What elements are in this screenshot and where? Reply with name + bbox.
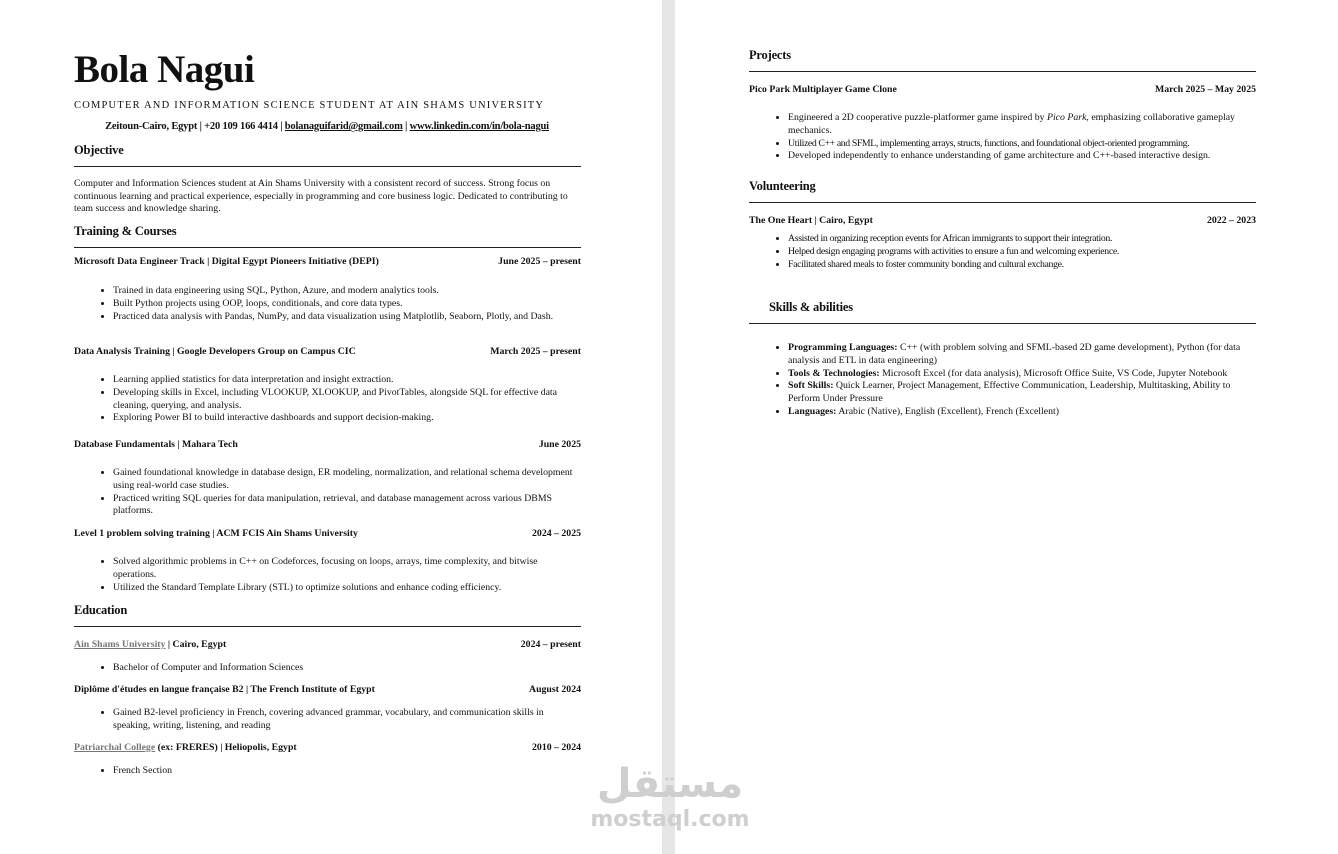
candidate-headline: COMPUTER AND INFORMATION SCIENCE STUDENT AT AIN SHAMS UNIVERSITY bbox=[74, 100, 545, 111]
volunteering-heading: Volunteering bbox=[749, 179, 816, 193]
entry-date: March 2025 – May 2025 bbox=[1154, 84, 1256, 95]
training-mahara-bullets bbox=[74, 467, 581, 518]
entry-title: Database Fundamentals | Mahara Tech bbox=[74, 439, 238, 450]
list-item: • Gained foundational knowledge in database design, ER modeling, normalization, and relational schema development using real-world case studies. bbox=[113, 467, 581, 493]
entry-date: 2024 – present bbox=[520, 639, 581, 650]
ain-shams-link[interactable]: Ain Shams University bbox=[74, 639, 166, 650]
entry-date: 2022 – 2023 bbox=[1207, 215, 1256, 226]
training-heading: Training & Courses bbox=[74, 224, 177, 238]
education-entry-patriarchal bbox=[74, 742, 581, 753]
education-ainshams-bullets bbox=[74, 662, 581, 675]
page-gutter bbox=[662, 0, 675, 854]
volunteering-bullets bbox=[749, 233, 1256, 271]
mostaql-watermark bbox=[585, 760, 755, 832]
list-item: • Trained in data engineering using SQL, Python, Azure, and modern analytics tools. bbox=[113, 285, 581, 298]
resume-page-right bbox=[675, 0, 1338, 854]
entry-title: Level 1 problem solving training | ACM FCIS Ain Shams University bbox=[74, 528, 358, 539]
education-entry-french-institute bbox=[74, 684, 581, 695]
training-entry-gdg bbox=[74, 346, 581, 357]
list-item: • Assisted in organizing reception events for African immigrants to support their integration. bbox=[788, 233, 1256, 246]
skill-item-tools: • Tools & Technologies: Microsoft Excel (for data analysis), Microsoft Office Suite, VS Code, Jupyter Notebook bbox=[788, 368, 1256, 381]
skill-item-languages: • Languages: Arabic (Native), English (Excellent), French (Excellent) bbox=[788, 406, 1256, 419]
entry-title: | Cairo, Egypt bbox=[165, 639, 227, 650]
education-heading: Education bbox=[74, 603, 128, 617]
list-item: • Practiced data analysis with Pandas, NumPy, and data visualization using Matplotlib, Seaborn, Plotly, and Dash. bbox=[113, 311, 581, 324]
training-rule bbox=[74, 247, 581, 248]
linkedin-link[interactable]: www.linkedin.com/in/bola-nagui bbox=[409, 121, 549, 132]
entry-title: (ex: FRERES) | Heliopolis, Egypt bbox=[155, 742, 297, 753]
entry-date: 2024 – 2025 bbox=[532, 528, 581, 539]
list-item: • Engineered a 2D cooperative puzzle-platformer game inspired by Pico Park, emphasizing collaborative gameplay mechanics. bbox=[788, 112, 1256, 138]
list-item: • Helped design engaging programs with activities to ensure a fun and welcoming experience. bbox=[788, 246, 1256, 259]
list-item: • Developing skills in Excel, including VLOOKUP, XLOOKUP, and PivotTables, alongside SQL for effective data cleaning, querying, and analysis. bbox=[113, 387, 581, 413]
skills-rule bbox=[749, 323, 1256, 324]
education-entry-ainshams bbox=[74, 639, 581, 650]
list-item: • Solved algorithmic problems in C++ on Codeforces, focusing on loops, arrays, time complexity, and bitwise operations. bbox=[113, 556, 581, 582]
projects-heading: Projects bbox=[749, 48, 791, 62]
list-item: • Developed independently to enhance understanding of game architecture and C++-based interactive design. bbox=[788, 150, 1256, 163]
education-rule bbox=[74, 626, 581, 627]
objective-rule bbox=[74, 166, 581, 167]
patriarchal-college-link[interactable]: Patriarchal College bbox=[74, 742, 156, 753]
entry-date: March 2025 – present bbox=[490, 346, 581, 357]
skills-list bbox=[749, 342, 1256, 419]
list-item: • Gained B2-level proficiency in French, covering advanced grammar, vocabulary, and communication skills in speaking, writing, listening, and reading bbox=[113, 707, 581, 733]
game-title-italic: Pico Park bbox=[1046, 112, 1087, 123]
email-link[interactable]: bolanaguifarid@gmail.com bbox=[284, 121, 403, 132]
entry-title: Microsoft Data Engineer Track | Digital Egypt Pioneers Initiative (DEPI) bbox=[74, 256, 379, 267]
entry-title: Data Analysis Training | Google Developers Group on Campus CIC bbox=[74, 346, 356, 357]
training-entry-acm bbox=[74, 528, 581, 539]
training-entry-depi bbox=[74, 256, 581, 267]
entry-date: June 2025 – present bbox=[498, 256, 581, 267]
list-item: • Practiced writing SQL queries for data manipulation, retrieval, and database management across various DBMS platforms. bbox=[113, 493, 581, 519]
entry-title: Diplôme d'études en langue française B2 | The French Institute of Egypt bbox=[74, 684, 375, 695]
skills-heading: Skills & abilities bbox=[769, 300, 853, 314]
objective-text: Computer and Information Sciences student at Ain Shams University with a consistent record of success. Strong focus on continuous learning and practical experience, especially in programming and core business logic. Dedicated to contributing to team success and knowledge sharing. bbox=[74, 178, 568, 214]
entry-title: The One Heart | Cairo, Egypt bbox=[749, 215, 873, 226]
project-entry-pico-park bbox=[749, 84, 1256, 95]
contact-location-phone: Zeitoun-Cairo, Egypt | +20 109 166 4414 | bbox=[105, 121, 285, 132]
resume-page-left bbox=[0, 0, 662, 854]
candidate-name: Bola Nagui bbox=[74, 48, 255, 91]
entry-date: August 2024 bbox=[529, 684, 581, 695]
list-item: • Utilized the Standard Template Library (STL) to optimize solutions and enhance coding efficiency. bbox=[113, 582, 581, 595]
objective-heading: Objective bbox=[74, 143, 124, 157]
training-entry-mahara bbox=[74, 439, 581, 450]
entry-date: 2010 – 2024 bbox=[532, 742, 581, 753]
list-item: • French Section bbox=[113, 765, 581, 778]
training-depi-bullets bbox=[74, 285, 581, 323]
projects-rule bbox=[749, 71, 1256, 72]
entry-title: Pico Park Multiplayer Game Clone bbox=[749, 84, 897, 95]
list-item: • Learning applied statistics for data interpretation and insight extraction. bbox=[113, 374, 581, 387]
list-item: • Exploring Power BI to build interactive dashboards and support decision-making. bbox=[113, 412, 581, 425]
education-patriarchal-bullets bbox=[74, 765, 581, 778]
education-french-bullets bbox=[74, 707, 581, 733]
training-acm-bullets bbox=[74, 556, 581, 594]
skill-item-soft-skills: • Soft Skills: Quick Learner, Project Management, Effective Communication, Leadership, Multitasking, Ability to Perform Under Pressure bbox=[788, 380, 1256, 406]
contact-separator: | bbox=[402, 121, 410, 132]
training-gdg-bullets bbox=[74, 374, 581, 425]
list-item: • Built Python projects using OOP, loops, conditionals, and core data types. bbox=[113, 298, 581, 311]
entry-date: June 2025 bbox=[538, 439, 581, 450]
list-item: • Utilized C++ and SFML, implementing arrays, structs, functions, and foundational object-oriented programming. bbox=[788, 138, 1256, 151]
volunteering-entry-one-heart bbox=[749, 215, 1256, 226]
list-item: • Bachelor of Computer and Information Sciences bbox=[113, 662, 581, 675]
project-bullets bbox=[749, 112, 1256, 163]
watermark-latin: mostaql.com bbox=[590, 807, 750, 832]
skill-item-programming: • Programming Languages: C++ (with problem solving and SFML-based 2D game development), Python (for data analysis and ETL in data engineering) bbox=[788, 342, 1256, 368]
watermark-arabic: مستقل bbox=[596, 761, 744, 807]
volunteering-rule bbox=[749, 202, 1256, 203]
contact-line bbox=[74, 121, 580, 132]
list-item: • Facilitated shared meals to foster community bonding and cultural exchange. bbox=[788, 259, 1256, 272]
